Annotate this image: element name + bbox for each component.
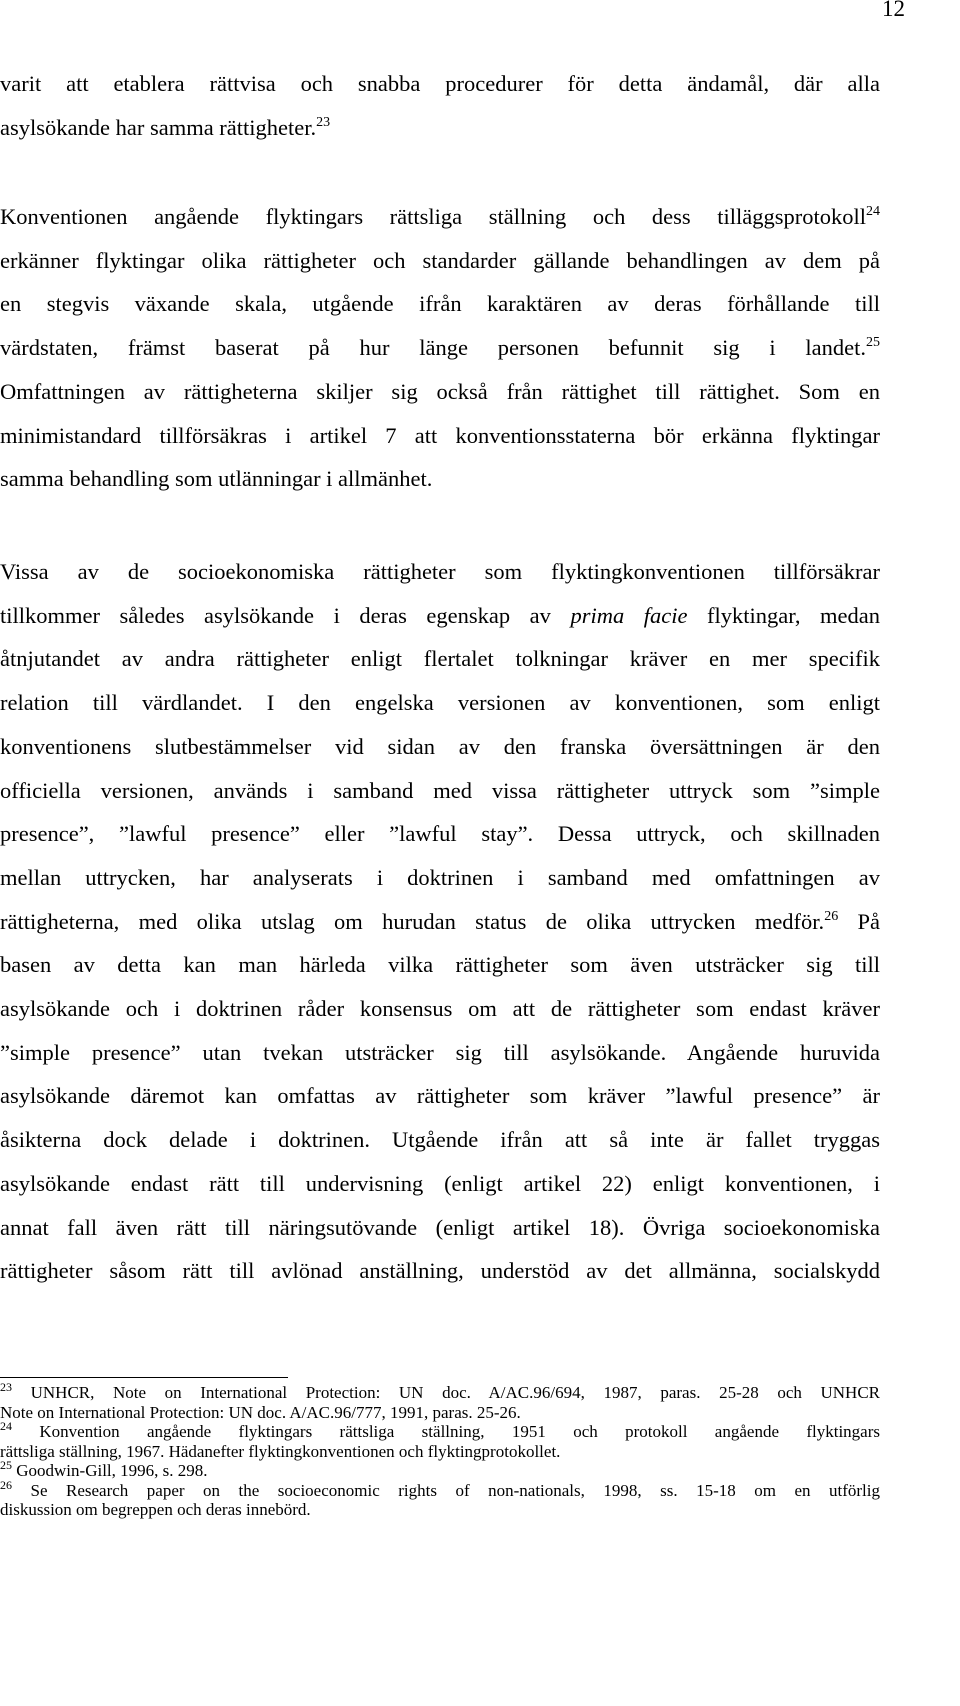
text-line: varit att etablera rättvisa och snabba procedurer för detta ändamål, där alla	[0, 71, 880, 96]
footnote-number: 24	[0, 1419, 12, 1433]
footnote-25	[0, 1458, 880, 1481]
text-line: basen av detta kan man härleda vilka rättigheter som även utsträcker sig till	[0, 952, 880, 978]
text-line: rättigheter såsom rätt till avlönad anställning, understöd av det allmänna, socialskydd	[0, 1258, 880, 1284]
text-line: åtnjutandet av andra rättigheter enligt flertalet tolkningar kräver en mer specifik	[0, 646, 880, 672]
text-line: en stegvis växande skala, utgående ifrån karaktären av deras förhållande till	[0, 291, 880, 317]
text-line: officiella versionen, används i samband med vissa rättigheter uttryck som ”simple	[0, 777, 880, 803]
text-run: flyktingar, medan	[707, 602, 880, 628]
paragraph-2	[0, 195, 880, 501]
footnote-number: 26	[0, 1477, 12, 1492]
footnote-text: Goodwin-Gill, 1996, s. 298.	[16, 1461, 208, 1480]
text-line	[0, 900, 880, 944]
footnote-26-cont: diskussion om begreppen och deras innebörd.	[0, 1500, 311, 1519]
text-line: annat fall även rätt till näringsutövande (enligt artikel 18). Övriga socioekonomiska	[0, 1214, 880, 1240]
text-line	[0, 195, 880, 239]
text-line: åsikterna dock delade i doktrinen. Utgående ifrån att så inte är fallet tryggas	[0, 1127, 880, 1153]
text-line: relation till värdlandet. I den engelska versionen av konventionen, som enligt	[0, 690, 880, 716]
text-line: konventionens slutbestämmelser vid sidan av den franska översättningen är den	[0, 733, 880, 759]
text-line	[0, 326, 880, 370]
text-line: presence”, ”lawful presence” eller ”lawful stay”. Dessa uttryck, och skillnaden	[0, 821, 880, 847]
footnote-separator	[0, 1377, 288, 1378]
footnote-ref-26[interactable]: 26	[824, 908, 839, 924]
text-line: asylsökande däremot kan omfattas av rättigheter som kräver ”lawful presence” är	[0, 1083, 880, 1109]
italic-term: prima facie	[570, 602, 688, 628]
text-line	[0, 106, 880, 150]
text-line: minimistandard tillförsäkras i artikel 7 att konventionsstaterna bör erkänna flyktingar	[0, 422, 880, 448]
text-line: asylsökande endast rätt till undervisning (enligt artikel 22) enligt konventionen, i	[0, 1170, 880, 1196]
footnotes	[0, 1380, 881, 1520]
text-line: samma behandling som utlänningar i allmänhet.	[0, 466, 433, 492]
text-run: värdstaten, främst baserat på hur länge personen befunnit sig i landet.	[0, 335, 866, 361]
footnote-24-cont: rättsliga ställning, 1967. Hädanefter flyktingkonventionen och flyktingprotokollet.	[0, 1441, 561, 1461]
text-line: Vissa av de socioekonomiska rättigheter som flyktingkonventionen tillförsäkrar	[0, 559, 880, 584]
text-line: asylsökande och i doktrinen råder konsensus om att de rättigheter som endast kräver	[0, 996, 880, 1022]
text-run: tillkommer således asylsökande i deras egenskap av	[0, 602, 551, 628]
footnote-text: UNHCR, Note on International Protection: UN doc. A/AC.96/694, 1987, paras. 25-28 och UNHCR	[30, 1383, 880, 1402]
text-run: Konventionen angående flyktingars rättsliga ställning och dess tilläggsprotokoll	[0, 204, 866, 229]
footnote-26	[0, 1477, 881, 1501]
text-run: På	[857, 908, 880, 934]
text-line: ”simple presence” utan tvekan utsträcker sig till asylsökande. Angående huruvida	[0, 1039, 880, 1065]
text-run: asylsökande har samma rättigheter.	[0, 114, 317, 140]
text-line	[0, 594, 880, 638]
text-run: rättigheterna, med olika utslag om hurudan status de olika uttrycken medför.	[0, 908, 825, 934]
page-number: 12	[882, 0, 905, 21]
text-line: erkänner flyktingar olika rättigheter och standarder gällande behandlingen av dem på	[0, 247, 880, 273]
footnote-24	[0, 1419, 881, 1442]
footnote-number: 25	[0, 1458, 12, 1472]
paragraph-3	[0, 550, 880, 1293]
footnote-ref-24[interactable]: 24	[866, 204, 880, 219]
text-line: mellan uttrycken, har analyserats i doktrinen i samband med omfattningen av	[0, 864, 880, 890]
footnote-23-cont: Note on International Protection: UN doc. A/AC.96/777, 1991, paras. 25-26.	[0, 1402, 521, 1422]
footnote-text: Konvention angående flyktingars rättsliga ställning, 1951 och protokoll angående flyktingars	[39, 1422, 881, 1441]
footnote-ref-23[interactable]: 23	[316, 114, 331, 130]
text-line: Omfattningen av rättigheterna skiljer sig också från rättighet till rättighet. Som en	[0, 378, 880, 404]
footnote-ref-25[interactable]: 25	[866, 335, 880, 351]
footnote-number: 23	[0, 1380, 12, 1394]
footnote-23	[0, 1380, 880, 1403]
footnote-text: Se Research paper on the socioeconomic rights of non-nationals, 1998, ss. 15-18 om en utförlig	[30, 1480, 881, 1500]
paragraph-1	[0, 62, 880, 149]
